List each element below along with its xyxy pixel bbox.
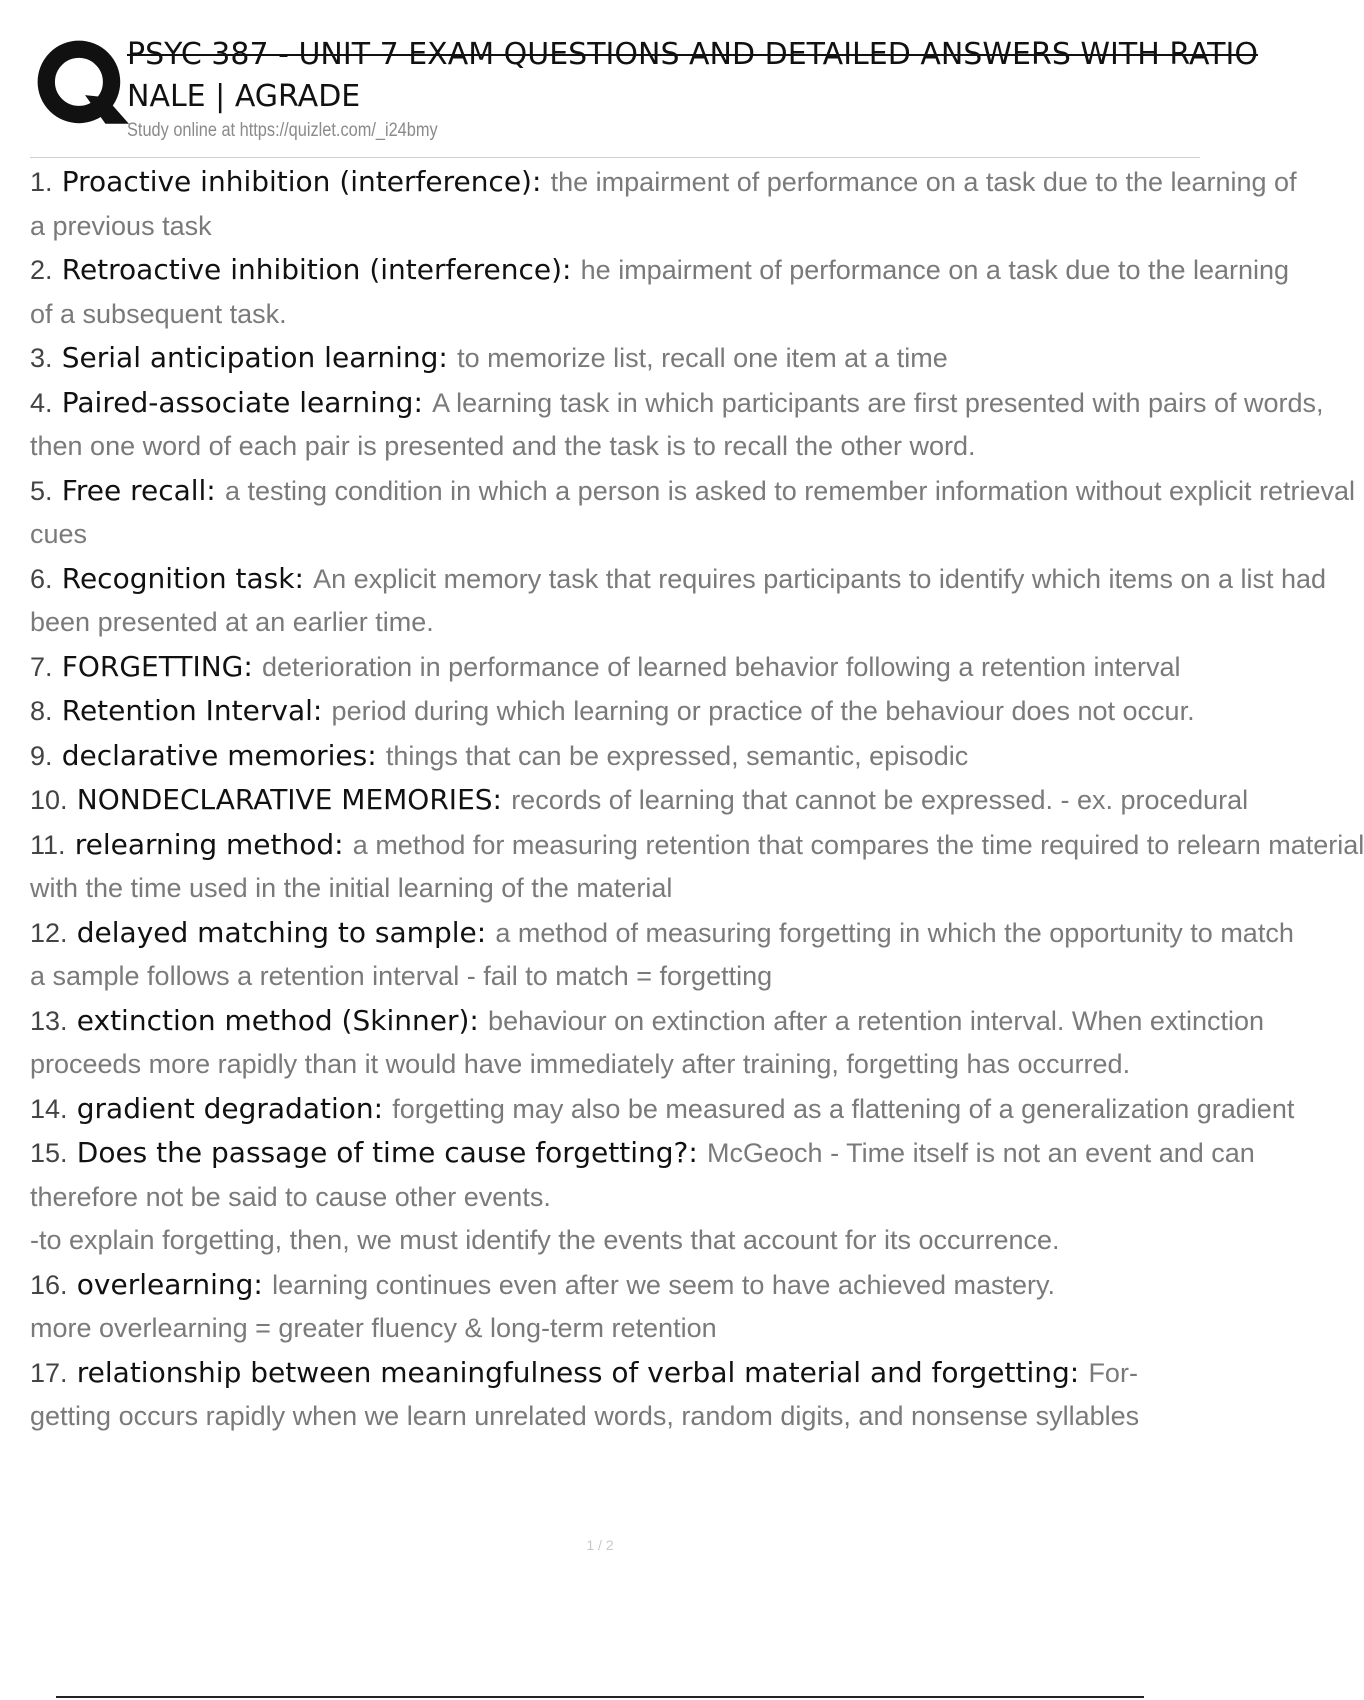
flashcard-item bbox=[30, 999, 1264, 1087]
flashcard-item bbox=[30, 645, 1200, 690]
item-definition-continued: getting occurs rapidly when we learn unrelated words, random digits, and nonsense syllables bbox=[30, 1401, 1140, 1431]
study-online-link[interactable]: Study online at https://quizlet.com/_i24bmy bbox=[127, 120, 438, 141]
item-definition: McGeoch - Time itself is not an event and can bbox=[707, 1138, 1255, 1168]
item-definition: forgetting may also be measured as a flattening of a generalization gradient bbox=[392, 1093, 1295, 1124]
item-term: Recognition task: bbox=[61, 561, 304, 595]
item-term: Free recall: bbox=[61, 473, 216, 507]
item-number: 8. bbox=[30, 696, 53, 726]
item-number: 13. bbox=[30, 1005, 68, 1036]
page-number: 1 / 2 bbox=[586, 1537, 614, 1553]
item-definition: period during which learning or practice of the behaviour does not occur. bbox=[331, 696, 1195, 726]
item-definition-continued: of a subsequent task. bbox=[30, 298, 287, 329]
item-number: 14. bbox=[30, 1093, 68, 1124]
item-definition-continued: therefore not be said to cause other events. bbox=[30, 1181, 551, 1212]
item-number: 7. bbox=[30, 651, 53, 682]
item-term: Paired-associate learning: bbox=[61, 385, 423, 419]
item-number: 16. bbox=[30, 1269, 68, 1300]
document-header bbox=[30, 30, 1258, 160]
item-definition: to memorize list, recall one item at a time bbox=[457, 343, 948, 373]
item-number: 3. bbox=[30, 343, 53, 373]
flashcard-item bbox=[30, 381, 1324, 469]
item-definition: things that can be expressed, semantic, episodic bbox=[385, 740, 969, 771]
flashcard-item bbox=[30, 469, 1356, 557]
item-definition: the impairment of performance on a task due to the learning of bbox=[550, 167, 1297, 197]
item-number: 17. bbox=[30, 1357, 68, 1388]
flashcard-item bbox=[30, 911, 1294, 999]
flashcard-item bbox=[30, 1087, 1295, 1132]
item-number: 4. bbox=[30, 387, 53, 418]
document-title-line-1: PSYC 387 - UNIT 7 EXAM QUESTIONS AND DETAILED ANSWERS WITH RATIO bbox=[127, 37, 1258, 72]
item-definition-continued: a previous task bbox=[30, 210, 212, 241]
item-term: delayed matching to sample: bbox=[76, 915, 487, 949]
item-definition-continued: cues bbox=[30, 519, 88, 549]
item-definition: a method of measuring forgetting in which the opportunity to match bbox=[495, 917, 1294, 948]
item-number: 9. bbox=[30, 740, 53, 771]
header-divider bbox=[30, 157, 1200, 158]
item-definition-continued: proceeds more rapidly than it would have immediately after training, forgetting has occurred. bbox=[30, 1049, 1131, 1079]
flashcard-item bbox=[30, 689, 1200, 734]
flashcard-item bbox=[30, 734, 1200, 779]
item-term: declarative memories: bbox=[61, 738, 377, 772]
item-number: 6. bbox=[30, 563, 53, 594]
item-term: NONDECLARATIVE MEMORIES: bbox=[76, 783, 502, 816]
flashcard-item bbox=[30, 248, 1290, 336]
item-definition-continued: been presented at an earlier time. bbox=[30, 607, 434, 637]
item-number: 15. bbox=[30, 1138, 68, 1168]
item-definition-continued: a sample follows a retention interval - fail to match = forgetting bbox=[30, 961, 773, 991]
flashcard-list bbox=[30, 160, 1364, 1439]
item-number: 2. bbox=[30, 255, 53, 285]
flashcard-item bbox=[30, 778, 1249, 823]
item-definition-continued: then one word of each pair is presented and the task is to recall the other word. bbox=[30, 431, 976, 461]
item-number: 11. bbox=[30, 829, 66, 860]
flashcard-item bbox=[30, 823, 1364, 911]
item-term: relationship between meaningfulness of verbal material and forgetting: bbox=[76, 1355, 1080, 1389]
item-definition: deterioration in performance of learned behavior following a retention interval bbox=[262, 651, 1181, 682]
item-number: 1. bbox=[30, 167, 53, 197]
item-definition: records of learning that cannot be expressed. - ex. procedural bbox=[511, 785, 1249, 815]
document-title bbox=[127, 34, 1258, 118]
item-definition: a testing condition in which a person is asked to remember information without explicit retrieval bbox=[224, 475, 1356, 506]
item-definition: A learning task in which participants are first presented with pairs of words, bbox=[432, 387, 1324, 418]
item-term: overlearning: bbox=[76, 1267, 263, 1301]
footer-divider bbox=[56, 1696, 1144, 1698]
flashcard-item bbox=[30, 557, 1327, 645]
item-definition: a method for measuring retention that compares the time required to relearn material bbox=[352, 829, 1364, 860]
item-definition: An explicit memory task that requires participants to identify which items on a list had bbox=[313, 563, 1327, 594]
document-title-line-2: NALE | AGRADE bbox=[127, 79, 361, 114]
item-number: 10. bbox=[30, 785, 68, 815]
flashcard-item bbox=[30, 336, 1200, 381]
item-definition-continued: with the time used in the initial learning of the material bbox=[30, 873, 673, 903]
flashcard-item bbox=[30, 1263, 1200, 1351]
item-term: extinction method (Skinner): bbox=[76, 1003, 479, 1037]
item-term: Serial anticipation learning: bbox=[61, 341, 448, 374]
item-term: Proactive inhibition (interference): bbox=[61, 165, 542, 198]
item-term: Retention Interval: bbox=[61, 694, 323, 727]
item-definition-continued: -to explain forgetting, then, we must identify the events that account for its occurrence. bbox=[30, 1225, 1060, 1255]
item-definition: behaviour on extinction after a retention interval. When extinction bbox=[488, 1005, 1264, 1036]
item-number: 5. bbox=[30, 475, 53, 506]
flashcard-item bbox=[30, 160, 1297, 248]
item-definition: For- bbox=[1088, 1357, 1138, 1388]
item-definition-continued: more overlearning = greater fluency & long-term retention bbox=[30, 1313, 717, 1343]
flashcard-item bbox=[30, 1131, 1255, 1263]
flashcard-item bbox=[30, 1351, 1200, 1439]
item-term: Retroactive inhibition (interference): bbox=[61, 253, 572, 286]
item-definition: learning continues even after we seem to have achieved mastery. bbox=[272, 1269, 1056, 1300]
item-term: relearning method: bbox=[74, 827, 344, 861]
item-term: gradient degradation: bbox=[76, 1091, 384, 1125]
item-definition: he impairment of performance on a task due to the learning bbox=[580, 255, 1290, 285]
item-number: 12. bbox=[30, 917, 68, 948]
item-term: FORGETTING: bbox=[61, 649, 253, 683]
quizlet-q-logo-icon bbox=[32, 36, 134, 138]
item-term: Does the passage of time cause forgetting?: bbox=[76, 1136, 698, 1169]
